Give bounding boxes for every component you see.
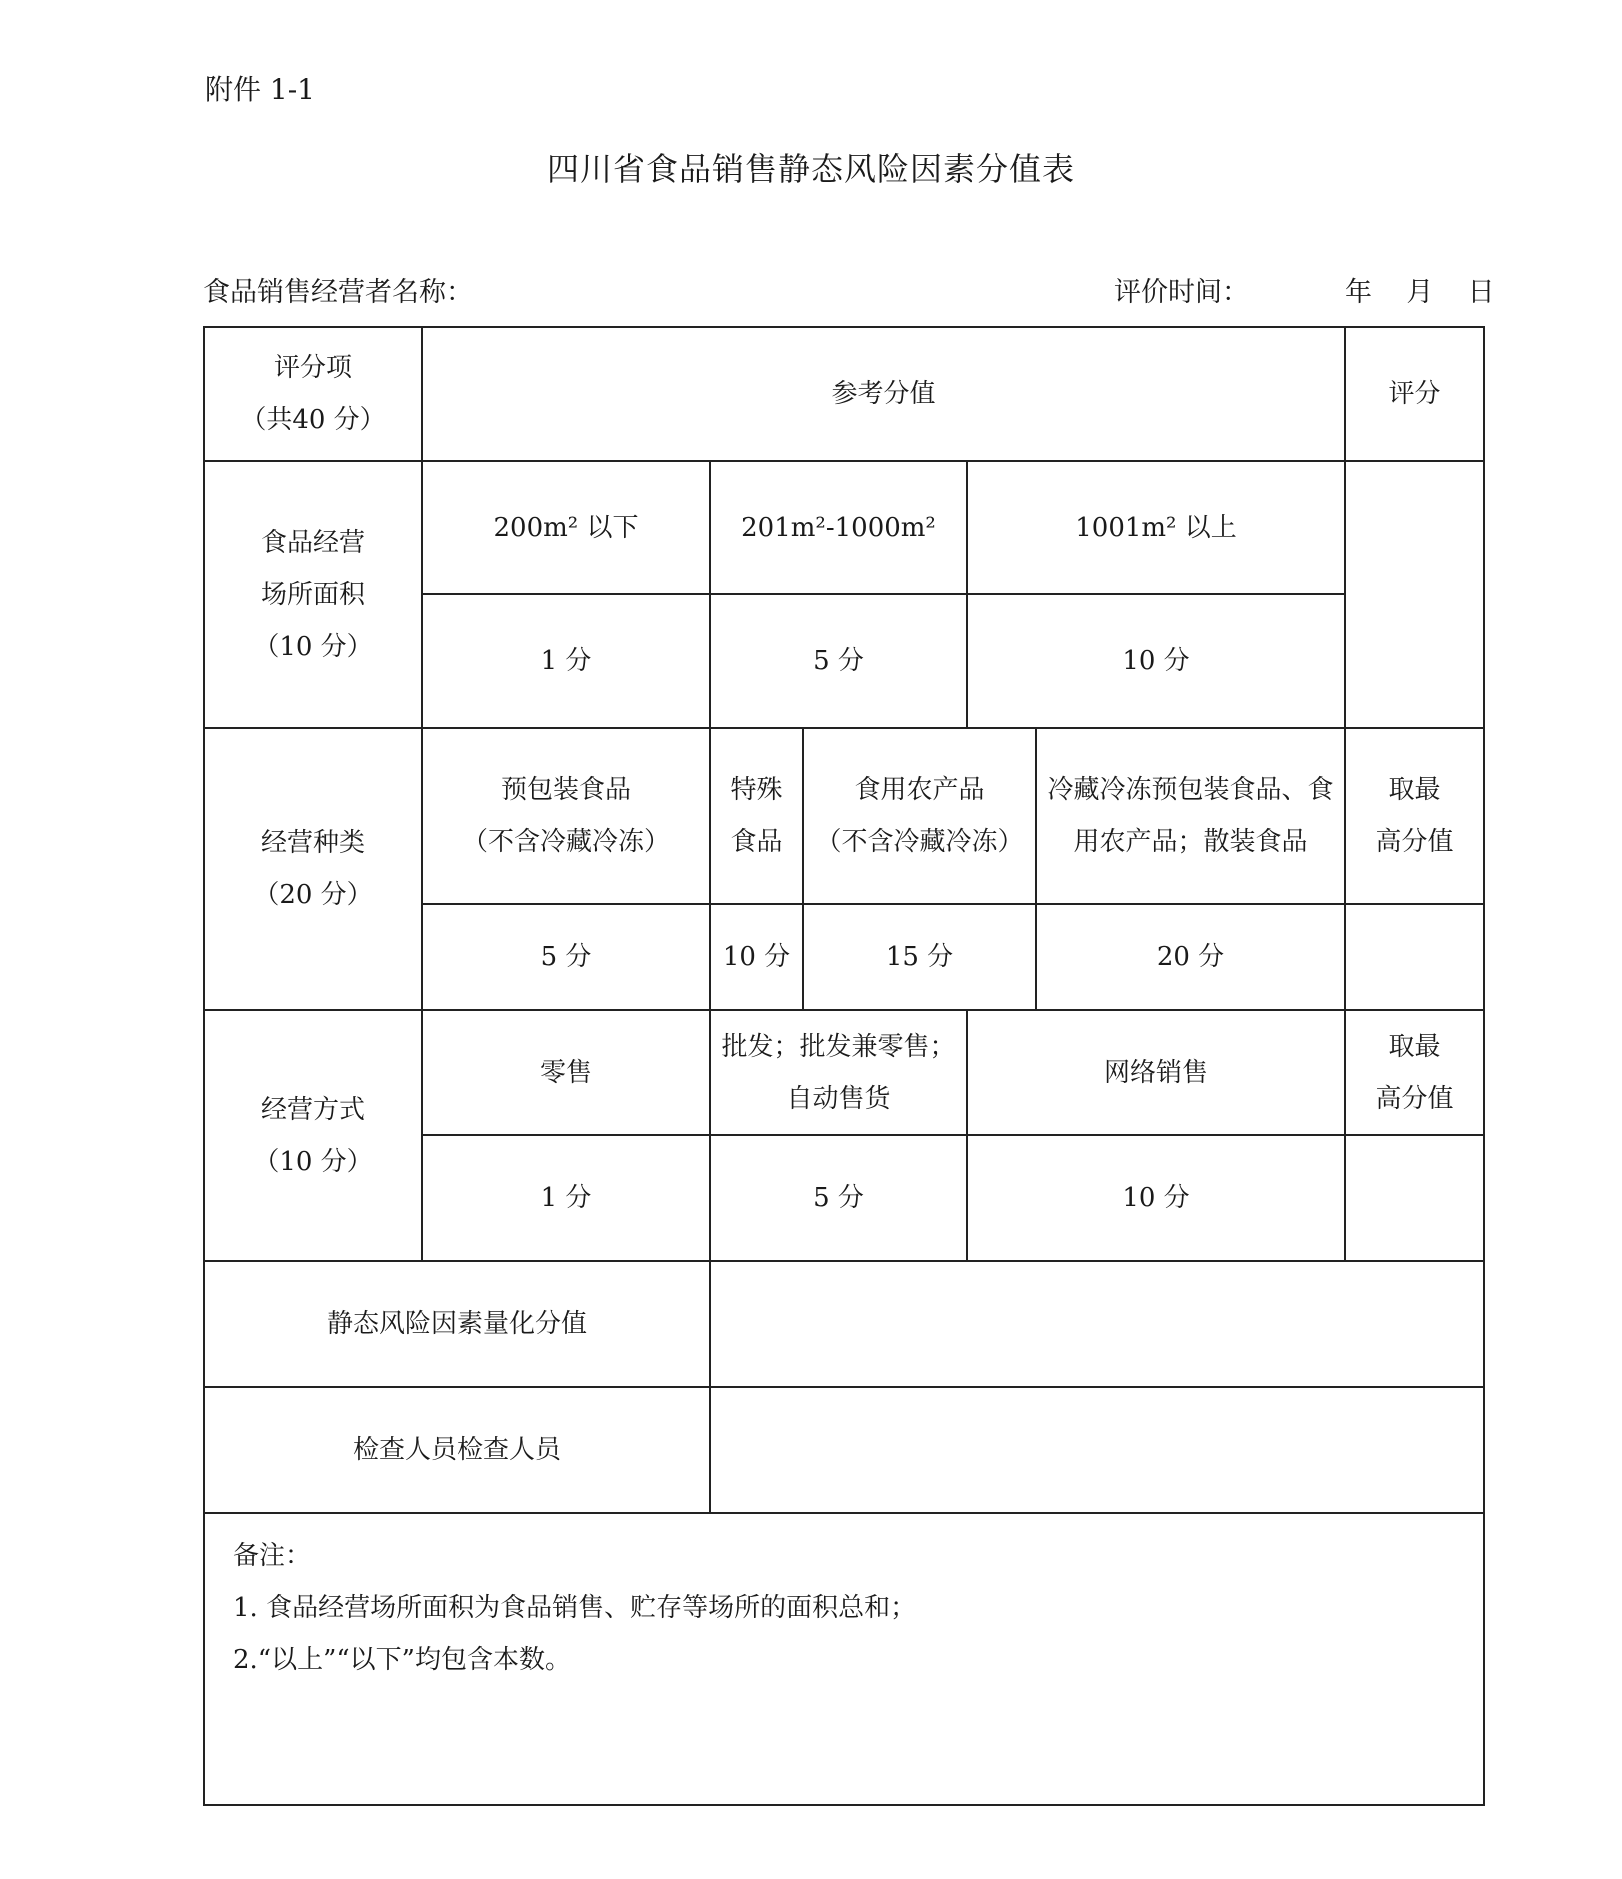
- category-option-4: [1036, 728, 1345, 904]
- quantified-row: [204, 1261, 1484, 1387]
- mode-label-1: 经营方式: [260, 1094, 365, 1125]
- operator-name-label: 食品销售经营者名称：: [203, 277, 473, 308]
- category-option-1-line2: （不含冷藏冷冻）: [461, 827, 670, 857]
- evaluation-time-label: 评价时间：: [1114, 277, 1249, 308]
- header-item-total: （共40 分）: [240, 405, 386, 435]
- notes-item-2: 2.“以上”“以下”均包含本数。: [233, 1645, 571, 1675]
- notes-cell: [204, 1513, 1484, 1805]
- header-item-cell: [204, 327, 422, 461]
- area-label-3: （10 分）: [253, 631, 373, 662]
- area-score-2: 5 分: [710, 594, 967, 728]
- header-reference: 参考分值: [422, 327, 1345, 461]
- category-option-3-line2: （不含冷藏冷冻）: [815, 827, 1024, 857]
- area-label-2: 场所面积: [260, 579, 365, 610]
- mode-score-1: 1 分: [422, 1135, 710, 1261]
- area-label-cell: [204, 461, 422, 728]
- category-options-row: [204, 728, 1484, 904]
- mode-option-1: 零售: [422, 1010, 710, 1135]
- category-score-1: 5 分: [422, 904, 710, 1010]
- mode-max-line1: 取最: [1388, 1031, 1441, 1062]
- mode-option-3: 网络销售: [967, 1010, 1345, 1135]
- category-score-4: 20 分: [1036, 904, 1345, 1010]
- area-score-1: 1 分: [422, 594, 710, 728]
- category-option-2-line2: 食品: [730, 827, 783, 857]
- mode-score-input[interactable]: [1345, 1135, 1484, 1261]
- area-label-1: 食品经营: [260, 527, 365, 558]
- page-title: 四川省食品销售静态风险因素分值表: [546, 150, 1075, 188]
- quantified-label: 静态风险因素量化分值: [204, 1261, 710, 1387]
- notes-heading: 备注：: [233, 1541, 312, 1571]
- category-score-input[interactable]: [1345, 904, 1484, 1010]
- category-option-2: [710, 728, 803, 904]
- attachment-label: 附件 1-1: [205, 73, 315, 106]
- area-options-row: [204, 461, 1484, 594]
- area-score-input[interactable]: [1345, 461, 1484, 728]
- category-option-4-line2: 用农产品；散装食品: [1073, 827, 1308, 857]
- mode-label-2: （10 分）: [253, 1146, 373, 1177]
- category-max-note: [1345, 728, 1484, 904]
- mode-score-2: 5 分: [710, 1135, 967, 1261]
- mode-label-cell: [204, 1010, 422, 1261]
- quantified-value-input[interactable]: [710, 1261, 1484, 1387]
- category-option-1: [422, 728, 710, 904]
- category-option-1-line1: 预包装食品: [500, 775, 631, 805]
- header-score: 评分: [1345, 327, 1484, 461]
- header-row: [204, 327, 1484, 461]
- area-score-3: 10 分: [967, 594, 1345, 728]
- notes-row: [204, 1513, 1484, 1805]
- category-option-4-line1: 冷藏冷冻预包装食品、食: [1047, 775, 1334, 805]
- mode-max-note: [1345, 1010, 1484, 1135]
- area-option-2: 201m²-1000m²: [710, 461, 967, 594]
- category-max-line2: 高分值: [1375, 827, 1454, 857]
- inspector-label: 检查人员检查人员: [204, 1387, 710, 1513]
- category-label-cell: [204, 728, 422, 1010]
- mode-options-row: [204, 1010, 1484, 1135]
- category-option-3-line1: 食用农产品: [854, 775, 985, 805]
- area-option-1: 200m² 以下: [422, 461, 710, 594]
- mode-max-line2: 高分值: [1375, 1083, 1454, 1114]
- inspector-input[interactable]: [710, 1387, 1484, 1513]
- notes-item-1: 1. 食品经营场所面积为食品销售、贮存等场所的面积总和；: [233, 1593, 917, 1623]
- mode-score-3: 10 分: [967, 1135, 1345, 1261]
- category-label-2: （20 分）: [253, 880, 373, 910]
- header-item-label: 评分项: [273, 353, 352, 383]
- category-max-line1: 取最: [1388, 775, 1441, 805]
- area-option-3: 1001m² 以上: [967, 461, 1345, 594]
- category-label-1: 经营种类: [260, 828, 365, 858]
- date-placeholder: 年 月 日: [1345, 277, 1495, 308]
- score-table: [203, 326, 1485, 1806]
- mode-option-2-line2: 自动售货: [786, 1083, 891, 1114]
- mode-option-2: [710, 1010, 967, 1135]
- category-option-2-line1: 特殊: [730, 775, 783, 805]
- category-option-3: [803, 728, 1036, 904]
- category-score-2: 10 分: [710, 904, 803, 1010]
- category-score-3: 15 分: [803, 904, 1036, 1010]
- mode-option-2-line1: 批发；批发兼零售；: [721, 1031, 956, 1062]
- evaluation-time: [1114, 270, 1495, 309]
- inspector-row: [204, 1387, 1484, 1513]
